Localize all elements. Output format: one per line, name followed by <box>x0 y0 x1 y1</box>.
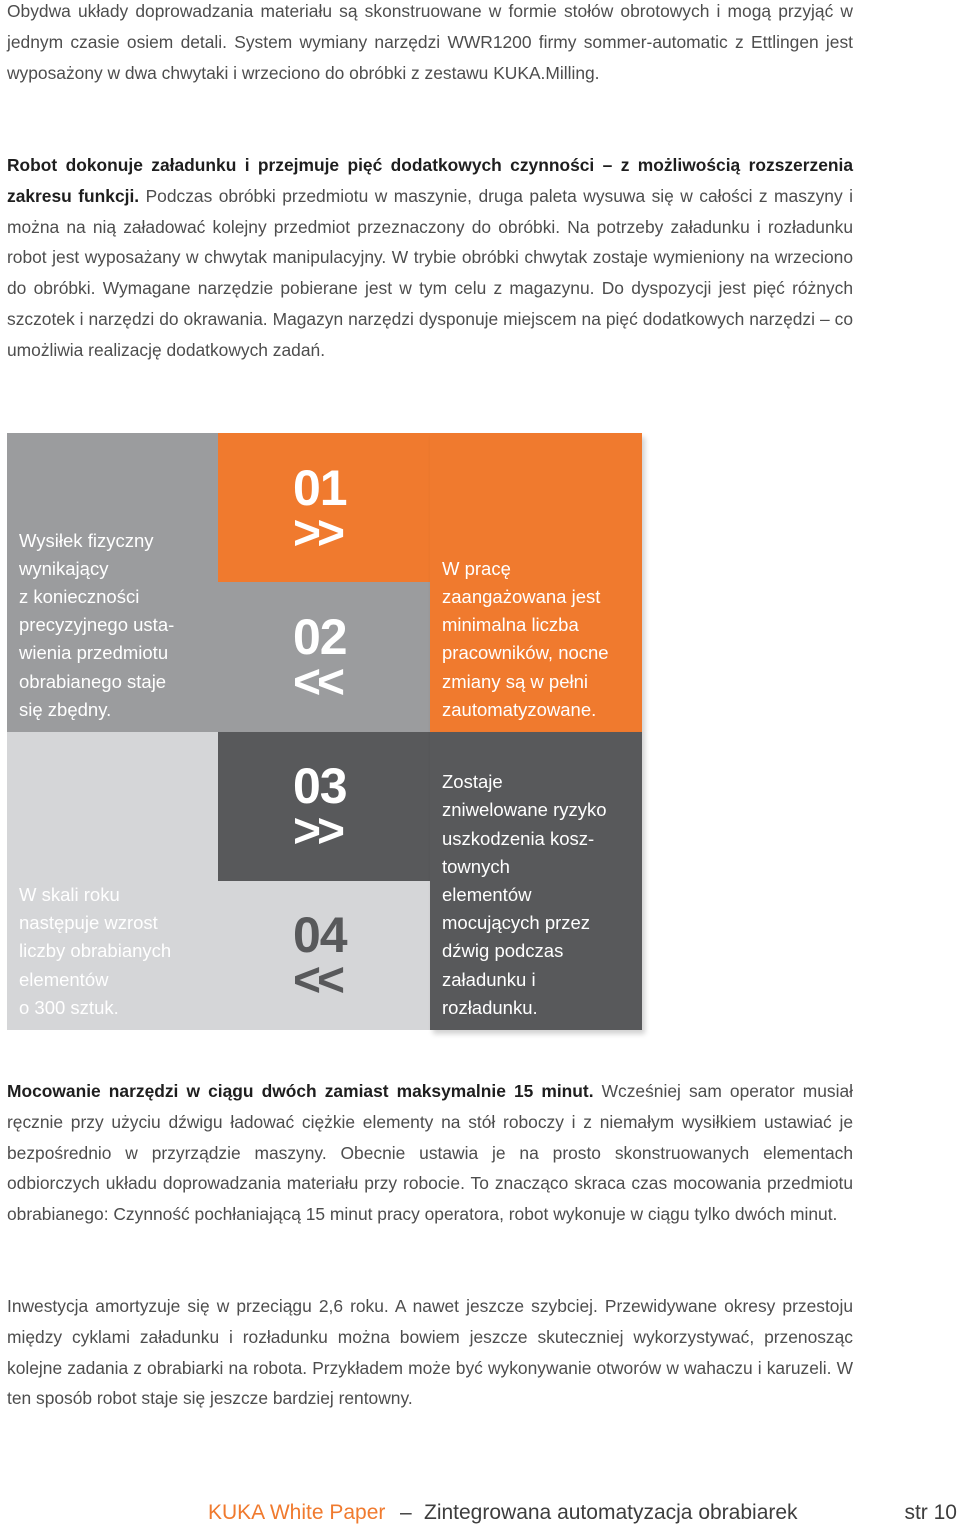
benefit-tile-3 <box>430 732 642 1030</box>
mounting-paragraph <box>7 1076 853 1230</box>
page-number: str 10 <box>904 1501 957 1524</box>
step-arrow-01: >> <box>293 507 342 560</box>
footer-dash: – <box>400 1501 412 1524</box>
mounting-heading: Mocowanie narzędzi w ciągu dwóch zamiast maksymalnie 15 minut. <box>7 1081 594 1101</box>
step-number-01: 01 <box>293 460 347 516</box>
benefit-tile-1 <box>7 433 218 732</box>
step-tile-03 <box>218 732 430 881</box>
mounting-text: Wcześniej sam operator musiał ręcznie przy użyciu dźwigu ładować ciężkie elementy na stół roboczy i z niemałym wysiłkiem ustawiać je bezpośrednio w przyrządzie maszyny. Obecnie ustawia je na prosto skonstruowanych elementach odbiorczych układu doprowadzania materiału przy robocie. To znacząco skraca czas mocowania przedmiotu obrabianego: Czynność pochłaniającą 15 minut pracy operatora, robot wykonuje w ciągu tylko dwóch minut. <box>7 1081 854 1225</box>
footer-title: Zintegrowana automatyzacja obrabiarek <box>424 1501 798 1524</box>
page-footer <box>0 1498 960 1528</box>
robot-tasks-heading: Robot dokonuje załadunku i przejmuje pięć dodatkowych czynności – z możliwością rozszerzenia zakresu funkcji. <box>7 155 853 206</box>
robot-tasks-paragraph <box>7 150 853 366</box>
benefit-text-1: Wysiłek fizyczny wynikający z konieczności precyzyjnego usta- wienia przedmiotu obrabianego staje się zbędny. <box>19 529 175 720</box>
step-arrow-02: << <box>293 656 342 709</box>
step-number-04: 04 <box>293 907 347 963</box>
benefit-text-2: W pracę zaangażowana jest minimalna liczba pracowników, nocne zmiany są w pełni zautomatyzowane. <box>442 557 609 720</box>
benefit-tile-4 <box>7 732 218 1030</box>
investment-paragraph: Inwestycja amortyzuje się w przeciągu 2,6 roku. A nawet jeszcze szybciej. Przewidywane okresy przestoju między cyklami załadunku i rozładunku można bowiem jeszcze skuteczniej wykorzystywać, przenosząc kolejne zadania z obrabiarki na robota. Przykładem może być wykonywanie otworów w wahaczu i karuzeli. W ten sposób robot staje się jeszcze bardziej rentowny. <box>7 1296 853 1409</box>
step-number-02: 02 <box>293 609 347 665</box>
step-tile-04 <box>218 881 430 1030</box>
step-arrow-03: >> <box>293 805 342 858</box>
benefit-text-3: Zostaje zniwelowane ryzyko uszkodzenia kosz- townych elementów mocujących przez dźwig podczas załadunku i rozładunku. <box>442 771 607 1018</box>
step-tile-02 <box>218 582 430 732</box>
step-number-03: 03 <box>293 758 347 814</box>
step-tile-01 <box>218 433 430 582</box>
robot-tasks-text: Podczas obróbki przedmiotu w maszynie, druga paleta wysuwa się w całości z maszyny i można na nią załadować kolejny przedmiot przeznaczony do obróbki. Na potrzeby załadunku i rozładunku robot jest wyposażany w chwytak manipulacyjny. W trybie obróbki chwytak zostaje wymieniony na wrzeciono do obróbki. Wymagane narzędzie pobierane jest w tym celu z magazynu. Do dyspozycji jest pięć różnych szczotek i narzędzi do okrawania. Magazyn narzędzi dysponuje miejscem na pięć dodatkowych narzędzi – co umożliwia realizację dodatkowych zadań. <box>7 185 853 360</box>
intro-paragraph: Obydwa układy doprowadzania materiału są skonstruowane w formie stołów obrotowych i mogą przyjąć w jednym czasie osiem detali. System wymiany narzędzi WWR1200 firmy sommer-automatic z Ettlingen jest wyposażony w dwa chwytaki i wrzeciono do obróbki z zestawu KUKA.Milling. <box>7 1 853 83</box>
benefit-text-4: W skali roku następuje wzrost liczby obrabianych elementów o 300 sztuk. <box>19 883 172 1018</box>
benefit-tile-2 <box>430 433 642 732</box>
footer-brand: KUKA White Paper <box>208 1501 386 1524</box>
step-arrow-04: << <box>293 954 342 1007</box>
